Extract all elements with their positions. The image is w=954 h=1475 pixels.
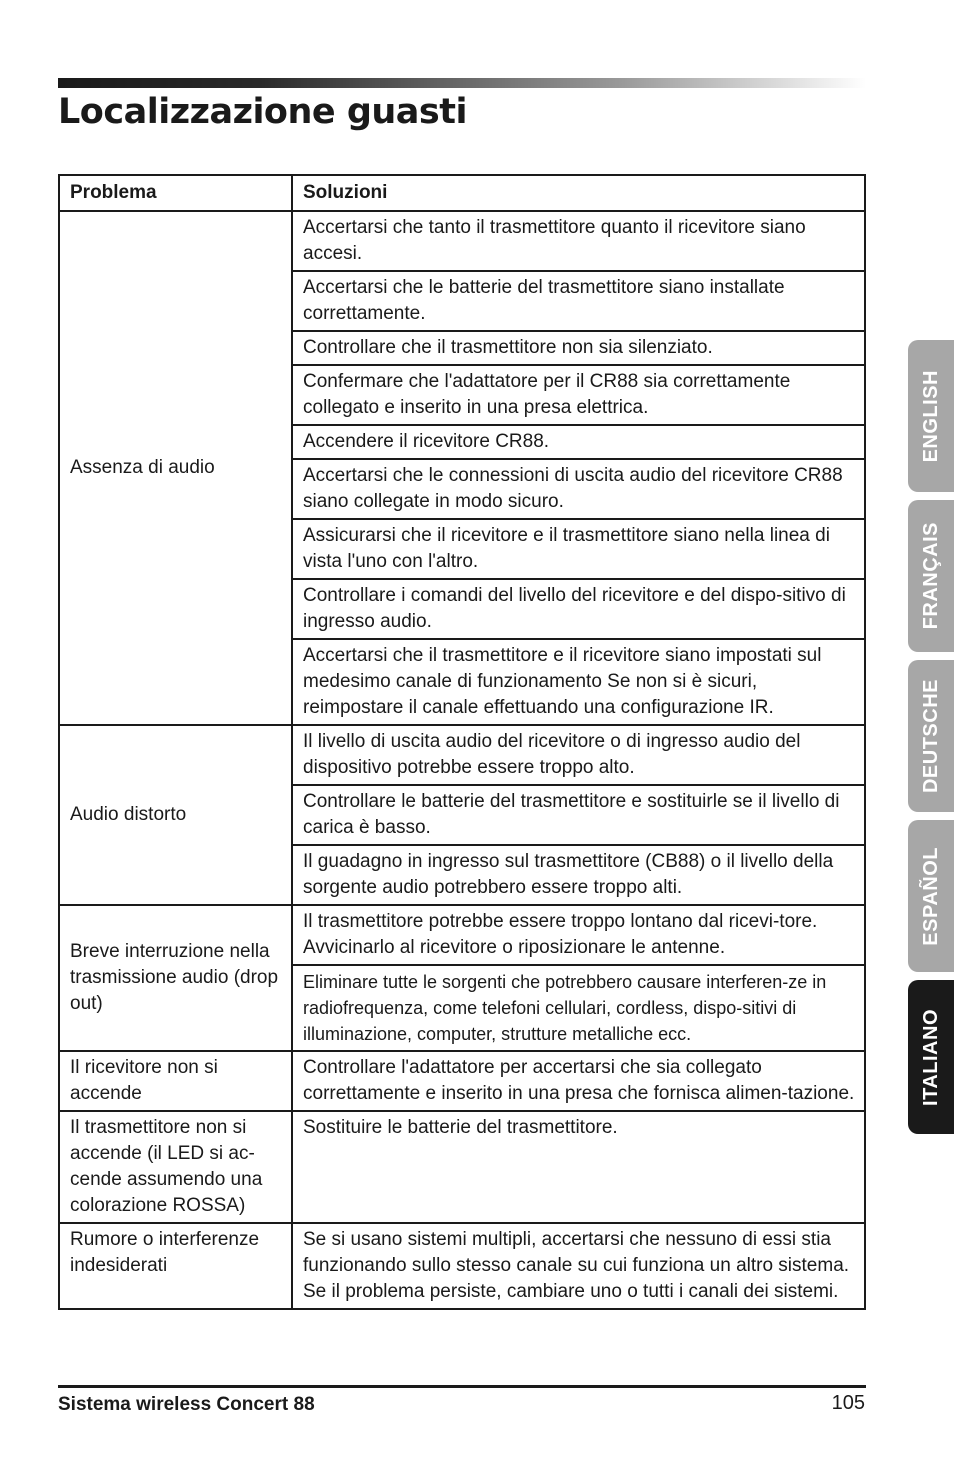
column-header-solutions: Soluzioni (292, 175, 865, 211)
solution-cell: Accendere il ricevitore CR88. (292, 425, 865, 459)
solution-cell: Assicurarsi che il ricevitore e il trasmettitore siano nella linea di vista l'uno con l'altro. (292, 519, 865, 579)
table-row (59, 211, 865, 271)
solution-cell: Accertarsi che le batterie del trasmettitore siano installate correttamente. (292, 271, 865, 331)
solution-cell: Sostituire le batterie del trasmettitore. (292, 1111, 865, 1223)
column-header-problem: Problema (59, 175, 292, 211)
header-gradient-rule (58, 78, 866, 88)
solution-cell: Controllare che il trasmettitore non sia silenziato. (292, 331, 865, 365)
language-tab-francais[interactable] (908, 500, 954, 652)
language-tab-label: FRANÇAIS (919, 522, 942, 630)
solution-cell: Il livello di uscita audio del ricevitore o di ingresso audio del dispositivo potrebbe essere troppo alto. (292, 725, 865, 785)
language-tab-label: ITALIANO (919, 1008, 942, 1106)
troubleshooting-table (58, 174, 866, 1310)
language-tab-label: DEUTSCHE (919, 678, 942, 793)
table-row (59, 1223, 865, 1309)
table-header-row (59, 175, 865, 211)
page-number: 105 (831, 1392, 865, 1414)
solution-cell: Il trasmettitore potrebbe essere troppo lontano dal ricevi-tore. Avvicinarlo al ricevitore o riposizionare le antenne. (292, 905, 865, 965)
solution-cell: Il guadagno in ingresso sul trasmettitore (CB88) o il livello della sorgente audio potrebbero essere troppo alti. (292, 845, 865, 905)
problem-cell: Breve interruzione nella trasmissione audio (drop out) (59, 905, 292, 1051)
problem-cell: Assenza di audio (59, 211, 292, 725)
solution-cell: Accertarsi che il trasmettitore e il ricevitore siano impostati sul medesimo canale di funzionamento Se non si è sicuri, reimpostare il canale effettuando una configurazione IR. (292, 639, 865, 725)
language-tab-english[interactable] (908, 340, 954, 492)
table-row (59, 1111, 865, 1223)
solution-cell: Eliminare tutte le sorgenti che potrebbero causare interferen-ze in radiofrequenza, come telefoni cellulari, cordless, dispo-sitivi di illuminazione, computer, strutture metalliche ecc. (292, 965, 865, 1051)
language-tab-label: ENGLISH (919, 369, 942, 463)
footer-rule (58, 1385, 866, 1388)
table-row (59, 725, 865, 785)
footer-title: Sistema wireless Concert 88 (58, 1394, 315, 1415)
solution-cell: Se si usano sistemi multipli, accertarsi che nessuno di essi stia funzionando sullo stesso canale su cui funziona un altro sistema. Se il problema persiste, cambiare uno o tutti i canali dei sistemi. (292, 1223, 865, 1309)
solution-cell: Accertarsi che le connessioni di uscita audio del ricevitore CR88 siano collegate in modo sicuro. (292, 459, 865, 519)
problem-cell: Il trasmettitore non si accende (il LED si ac-cende assumendo una colorazione ROSSA) (59, 1111, 292, 1223)
solution-cell: Controllare l'adattatore per accertarsi che sia collegato correttamente e inserito in una presa che fornisca alimen-tazione. (292, 1051, 865, 1111)
language-tab-label: ESPAÑOL (919, 846, 942, 946)
language-tab-deutsche[interactable] (908, 660, 954, 812)
problem-cell: Rumore o interferenze indesiderati (59, 1223, 292, 1309)
solution-cell: Confermare che l'adattatore per il CR88 sia correttamente collegato e inserito in una presa elettrica. (292, 365, 865, 425)
solution-cell: Controllare le batterie del trasmettitore e sostituirle se il livello di carica è basso. (292, 785, 865, 845)
language-tab-italiano[interactable] (908, 980, 954, 1134)
solution-cell: Accertarsi che tanto il trasmettitore quanto il ricevitore siano accesi. (292, 211, 865, 271)
solution-cell: Controllare i comandi del livello del ricevitore e del dispo-sitivo di ingresso audio. (292, 579, 865, 639)
page-title: Localizzazione guasti (58, 92, 467, 132)
language-tab-espanol[interactable] (908, 820, 954, 972)
problem-cell: Il ricevitore non si accende (59, 1051, 292, 1111)
table-row (59, 905, 865, 965)
table-row (59, 1051, 865, 1111)
problem-cell: Audio distorto (59, 725, 292, 905)
